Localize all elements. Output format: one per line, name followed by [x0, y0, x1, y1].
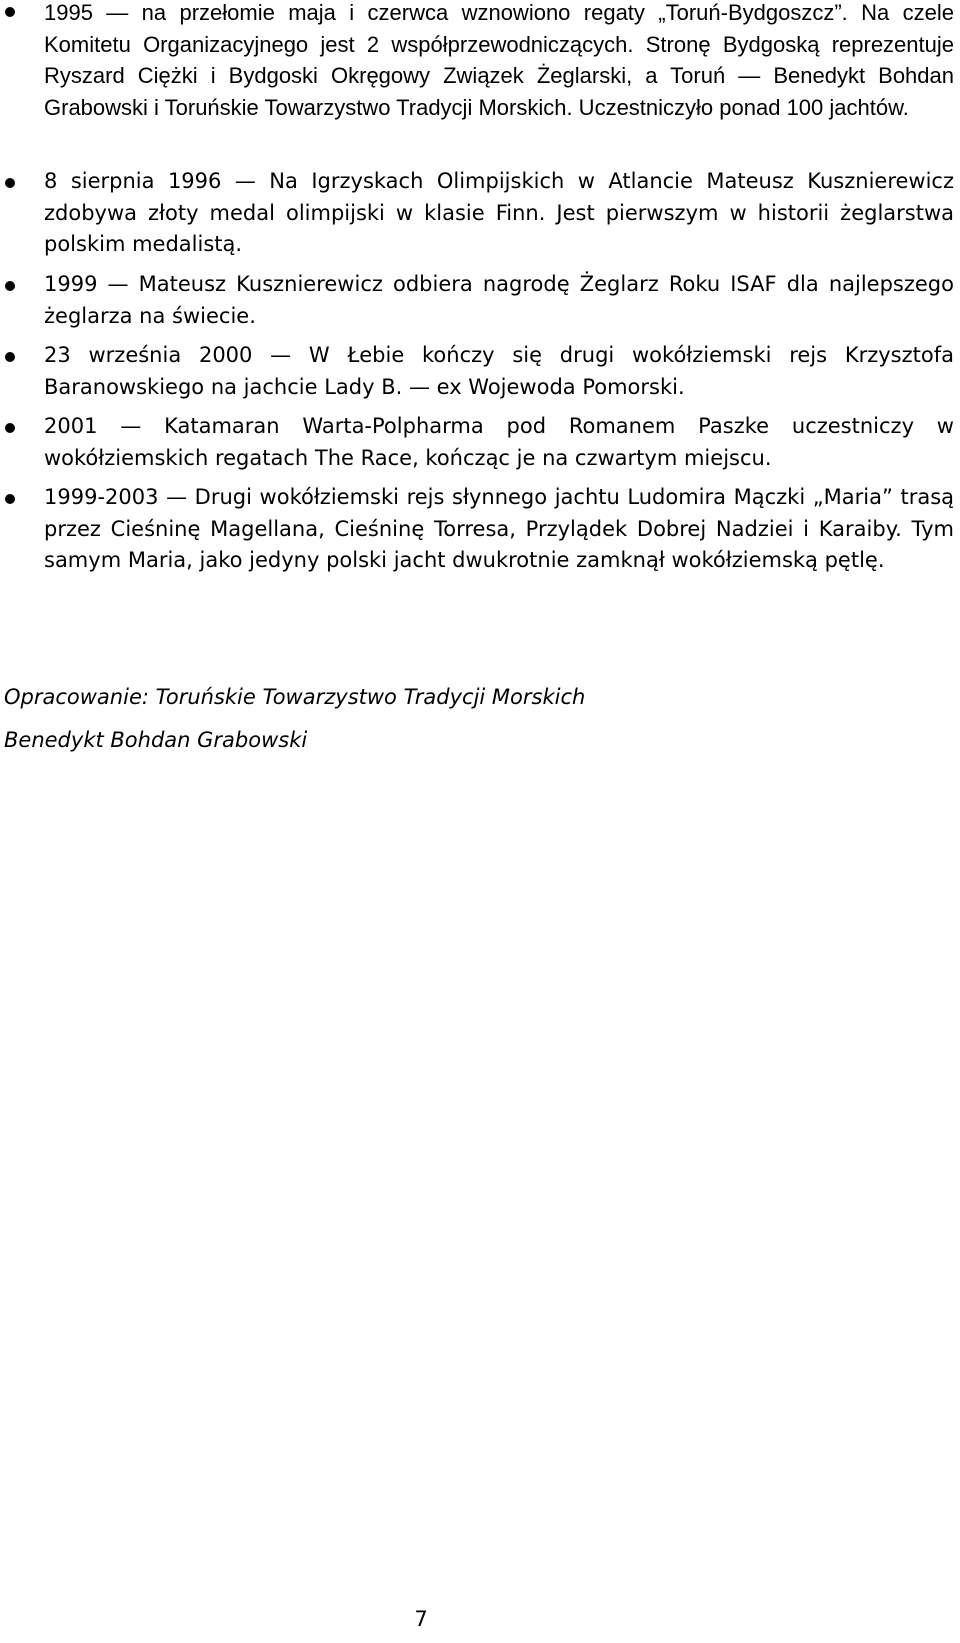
bullet-icon [5, 494, 15, 504]
list-item [0, 411, 960, 474]
list-item-text: 1995 — na przełomie maja i czerwca wznowiono regaty „Toruń-Bydgoszcz”. Na czele Komitetu Organizacyjnego jest 2 współprzewodniczących. Stronę Bydgoską reprezentuje Ryszard Ciężki i Bydgoski Okręgowy Związek Żeglarski, a Toruń — Benedykt Bohdan Grabowski i Toruńskie Towarzystwo Tradycji Morskich. Uczestniczyło ponad 100 jachtów. [44, 0, 954, 120]
bullet-icon [5, 7, 15, 17]
bullet-icon [5, 178, 15, 188]
list-item-text: 1999-2003 — Drugi wokółziemski rejs słynnego jachtu Ludomira Mączki „Maria” trasą przez Cieśninę Magellana, Cieśninę Torresa, Przylądek Dobrej Nadziei i Karaiby. Tym samym Maria, jako jedyny polski jacht dwukrotnie zamknął wokółziemską pętlę. [44, 485, 954, 572]
author-credit: Benedykt Bohdan Grabowski [4, 728, 308, 752]
page-number: 7 [414, 1607, 428, 1631]
list-item-text: 2001 — Katamaran Warta-Polpharma pod Romanem Paszke uczestniczy w wokółziemskich regatach The Race, kończąc je na czwartym miejscu. [44, 414, 954, 470]
list-item-text: 23 września 2000 — W Łebie kończy się drugi wokółziemski rejs Krzysztofa Baranowskiego na jachcie Lady B. — ex Wojewoda Pomorski. [44, 343, 954, 399]
prepared-by-credit: Opracowanie: Toruńskie Towarzystwo Tradycji Morskich [4, 685, 586, 709]
list-item-text: 1999 — Mateusz Kusznierewicz odbiera nagrodę Żeglarz Roku ISAF dla najlepszego żeglarza na świecie. [44, 272, 954, 328]
list-item [0, 340, 960, 403]
bullet-icon [5, 281, 15, 291]
bullet-icon [5, 352, 15, 362]
list-item-text: 8 sierpnia 1996 — Na Igrzyskach Olimpijskich w Atlancie Mateusz Kusznierewicz zdobywa złoty medal olimpijski w klasie Finn. Jest pierwszym w historii żeglarstwa polskim medalistą. [44, 169, 954, 256]
list-item [0, 482, 960, 577]
list-item [0, 0, 960, 123]
list-item [0, 269, 960, 332]
list-item [0, 166, 960, 261]
bullet-icon [5, 423, 15, 433]
